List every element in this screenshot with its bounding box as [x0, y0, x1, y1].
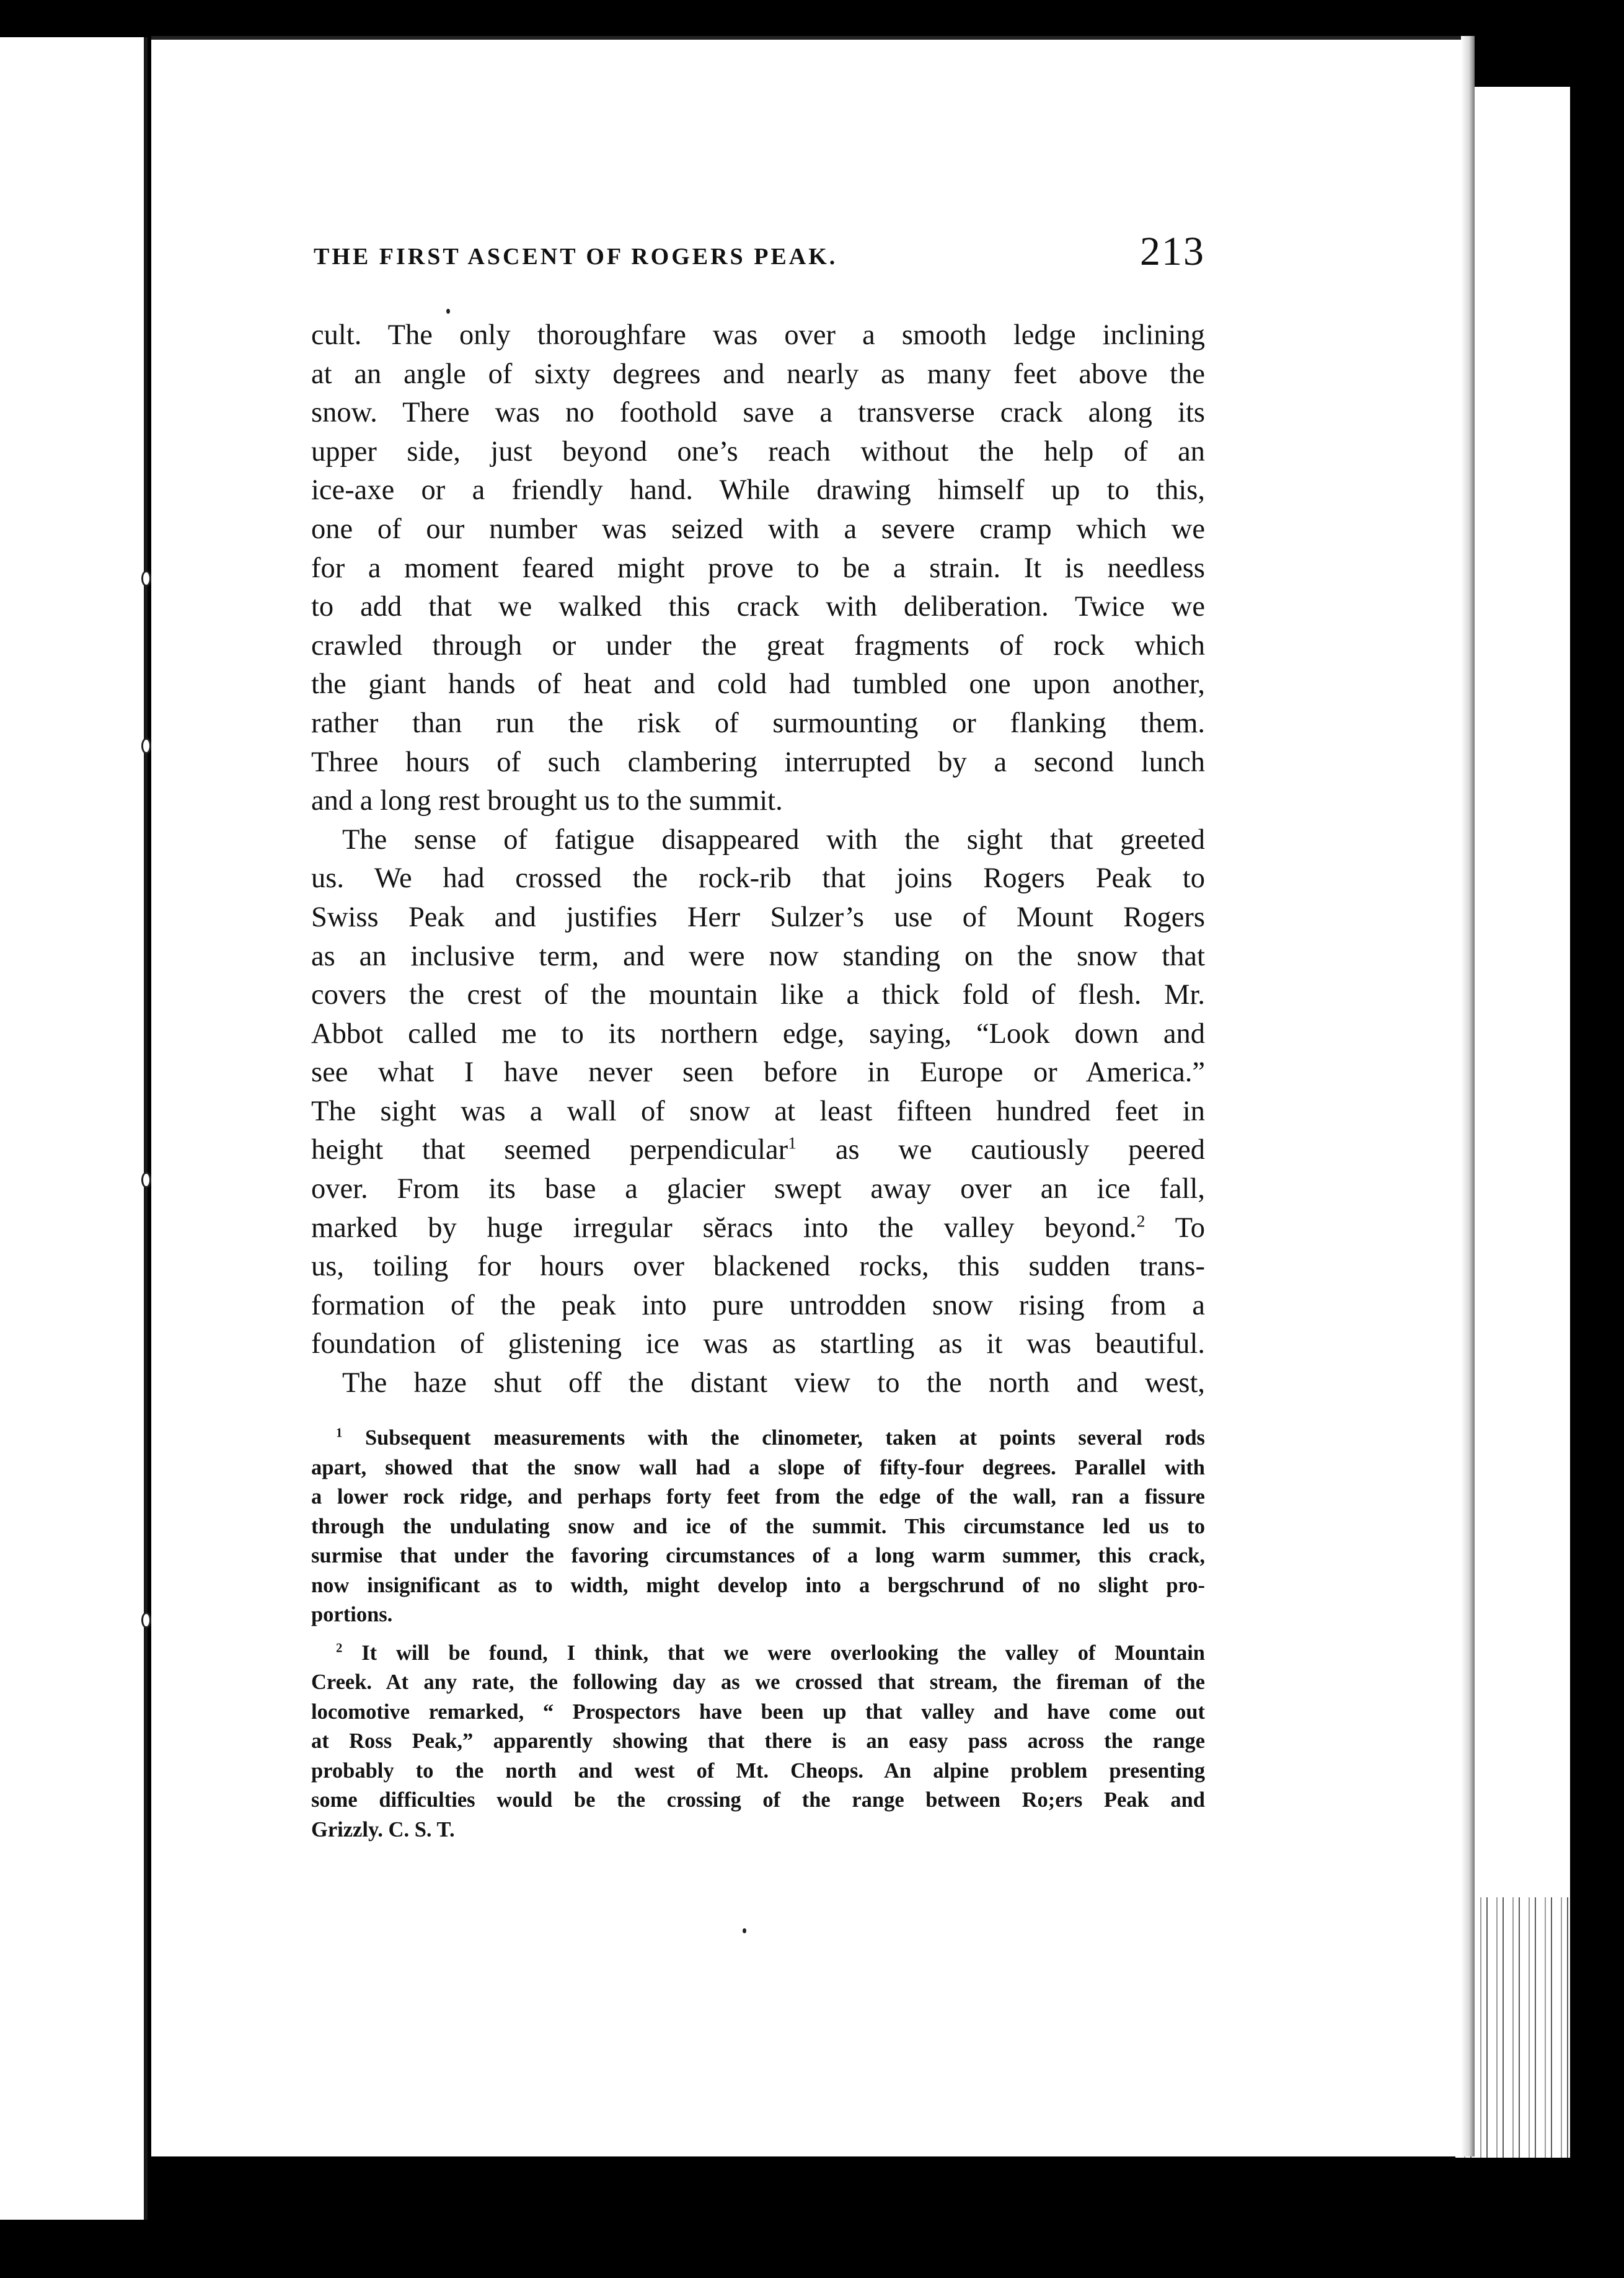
footnote-1-first-line — [311, 1424, 1205, 1453]
text-line: Abbot called me to its northern edge, saying, “Look down and — [311, 1017, 1205, 1050]
text-segment: height that seemed perpendicular — [311, 1134, 788, 1166]
text-line: us, toiling for hours over blackened rocks, this sudden trans- — [311, 1251, 1205, 1283]
text-line: us. We had crossed the rock-rib that joins Rogers Peak to — [311, 862, 1205, 895]
footnote-line: probably to the north and west of Mt. Cheops. An alpine problem presenting — [311, 1758, 1205, 1783]
text-line: foundation of glistening ice was as startling as it was beautiful. — [311, 1328, 1205, 1360]
binding-gutter — [144, 37, 148, 2220]
footnote-2-first-line — [311, 1639, 1205, 1669]
footnote-number: 1 — [336, 1426, 343, 1440]
text-segment: as we cautiously peered — [835, 1134, 1205, 1166]
footnote-text: Subsequent measurements with the clinometer, taken at points several rods — [364, 1426, 1205, 1450]
binding-stitch — [141, 570, 151, 587]
text-line: rather than run the risk of surmounting or flanking them. — [311, 707, 1205, 739]
footnote-line: Creek. At any rate, the following day as we crossed that stream, the fireman of the — [311, 1670, 1205, 1694]
paragraph-first-line: The haze shut off the distant view to the north and west, — [342, 1367, 1205, 1399]
footnote-line: now insignificant as to width, might develop into a bergschrund of no slight pro- — [311, 1573, 1205, 1597]
footnotes — [311, 1424, 1205, 1845]
text-line-with-note — [311, 1209, 1205, 1248]
text-line: over. From its base a glacier swept away over an ice fall, — [311, 1173, 1205, 1205]
footnote-line: some difficulties would be the crossing of the range between Ro;ers Peak and — [311, 1788, 1205, 1812]
text-line: Swiss Peak and justifies Herr Sulzer’s use of Mount Rogers — [311, 901, 1205, 933]
footnote-line: Grizzly. C. S. T. — [311, 1817, 455, 1841]
text-line: for a moment feared might prove to be a strain. It is needless — [311, 552, 1205, 584]
page-top-edge — [151, 36, 1475, 40]
footnote-line: portions. — [311, 1603, 393, 1626]
footnote-line: a lower rock ridge, and perhaps forty feet from the edge of the wall, ran a fissure — [311, 1485, 1205, 1509]
text-line: ice-axe or a friendly hand. While drawing himself up to this, — [311, 474, 1205, 507]
binding-stitch — [141, 1172, 151, 1188]
page-number: 213 — [1140, 229, 1205, 274]
text-line: see what I have never seen before in Europe or America.” — [311, 1057, 1205, 1089]
running-title: THE FIRST ASCENT OF ROGERS PEAK. — [314, 244, 838, 270]
text-line: and a long rest brought us to the summit. — [311, 785, 783, 817]
footnote-line: surmise that under the favoring circumstances of a long warm summer, this crack, — [311, 1544, 1205, 1567]
text-line: cult. The only thoroughfare was over a smooth ledge inclining — [311, 319, 1205, 351]
footnote-text: It will be found, I think, that we were overlooking the valley of Mountain — [361, 1641, 1205, 1665]
footnote-marker: 1 — [788, 1133, 797, 1153]
binding-stitch — [141, 738, 151, 754]
text-line: crawled through or under the great fragments of rock which — [311, 629, 1205, 662]
paragraph-first-line: The sense of fatigue disappeared with the sight that greeted — [342, 823, 1205, 856]
body-text — [311, 316, 1205, 1403]
text-line: upper side, just beyond one’s reach without the help of an — [311, 435, 1205, 468]
running-head — [311, 224, 1205, 280]
footnote-line: at Ross Peak,” apparently showing that there is an easy pass across the range — [311, 1729, 1205, 1753]
text-line: The sight was a wall of snow at least fifteen hundred feet in — [311, 1095, 1205, 1127]
ink-speck — [446, 309, 450, 314]
text-segment: marked by huge irregular sĕracs into the valley beyond. — [311, 1212, 1137, 1244]
facing-page-edge — [0, 37, 148, 2220]
text-line: the giant hands of heat and cold had tumbled one upon another, — [311, 668, 1205, 701]
text-line: covers the crest of the mountain like a thick fold of flesh. Mr. — [311, 979, 1205, 1011]
text-line: formation of the peak into pure untrodden snow rising from a — [311, 1289, 1205, 1321]
text-line: Three hours of such clambering interrupted by a second lunch — [311, 746, 1205, 778]
text-line-with-note — [311, 1131, 1205, 1170]
text-line: as an inclusive term, and were now standing on the snow that — [311, 940, 1205, 972]
footnote-line: through the undulating snow and ice of the summit. This circumstance led us to — [311, 1514, 1205, 1538]
text-line: one of our number was seized with a severe cramp which we — [311, 513, 1205, 545]
text-segment: To — [1175, 1212, 1205, 1244]
footnote-line: apart, showed that the snow wall had a slope of fifty-four degrees. Parallel with — [311, 1455, 1205, 1479]
text-line: snow. There was no foothold save a transverse crack along its — [311, 397, 1205, 429]
page-curl-shadow — [1461, 36, 1475, 2156]
footnote-line: locomotive remarked, “ Prospectors have been up that valley and have come out — [311, 1700, 1205, 1724]
footnote-marker: 2 — [1136, 1212, 1145, 1231]
text-line: to add that we walked this crack with deliberation. Twice we — [311, 591, 1205, 623]
text-line: at an angle of sixty degrees and nearly as many feet above the — [311, 358, 1205, 390]
footnote-number: 2 — [336, 1641, 343, 1655]
ink-speck — [743, 1928, 746, 1933]
binding-stitch — [141, 1612, 151, 1628]
